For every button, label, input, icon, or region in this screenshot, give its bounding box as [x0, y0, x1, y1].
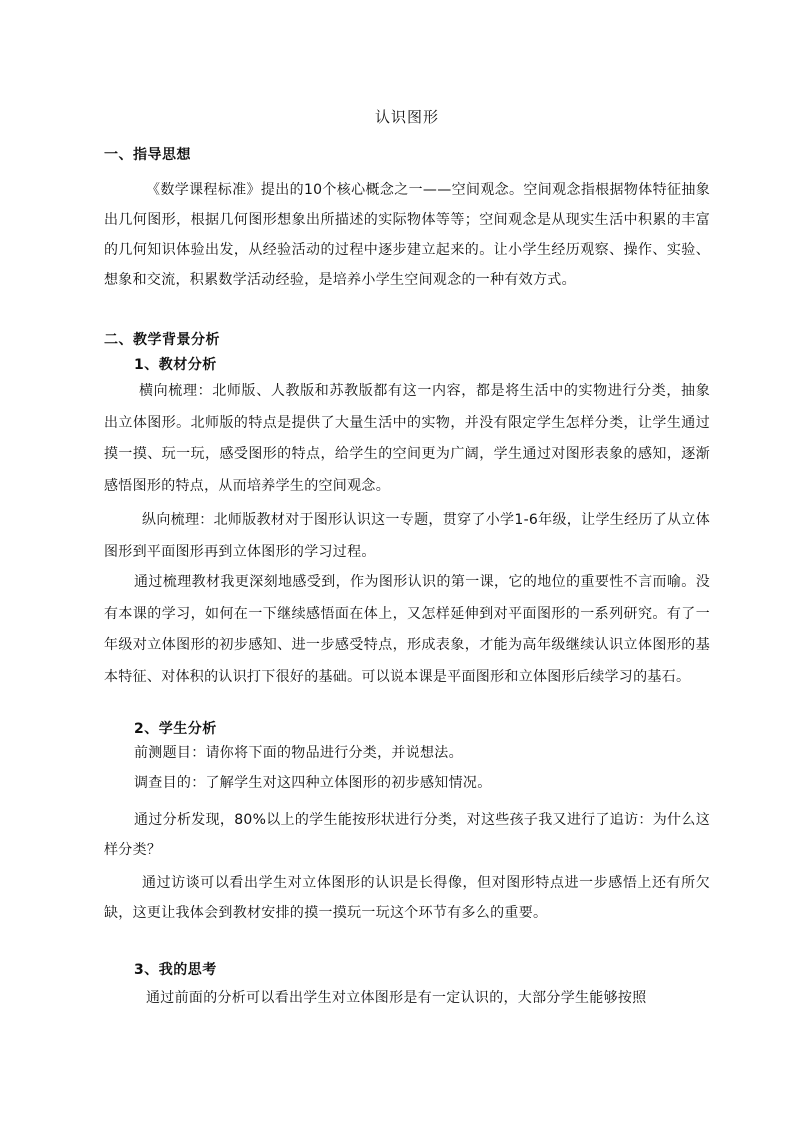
page-title: 认识图形: [374, 108, 439, 126]
guiding-thought-paragraph: 《数学课程标准》提出的10个核心概念之一——空间观念。空间观念指根据物体特征抽象出几何图形，根据几何图形想象出所描述的实际物体等等；空间观念是从现实生活中积累的丰富的几何知识体验出发，从经验活动的过程中逐步建立起来的。让小学生经历观察、操作、实验、想象和交流，积累数学活动经验，是培养小学生空间观念的一种有效方式。: [104, 182, 710, 288]
interview-paragraph: 通过访谈可以看出学生对立体图形的认识是长得像，但对图形特点进一步感悟上还有所欠缺，这更让我体会到教材安排的摸一摸玩一玩这个环节有多么的重要。: [104, 875, 710, 921]
subheading-textbook-analysis: 1、教材分析: [134, 357, 217, 373]
textbook-summary-paragraph: 通过梳理教材我更深刻地感受到，作为图形认识的第一课，它的地位的重要性不言而喻。没有本课的学习，如何在一下继续感悟面在体上，又怎样延伸到对平面图形的一系列研究。有了一年级对立体图形的初步感知、进一步感受特点，形成表象，才能为高年级继续认识立体图形的基本特征、对体积的认识打下很好的基础。可以说本课是平面图形和立体图形后续学习的基石。: [104, 574, 710, 685]
horizontal-review-paragraph: 横向梳理：北师版、人教版和苏教版都有这一内容，都是将生活中的实物进行分类，抽象出立体图形。北师版的特点是提供了大量生活中的实物，并没有限定学生怎样分类，让学生通过摸一摸、玩一玩，感受图形的特点，给学生的空间更为广阔，学生通过对图形表象的感知，逐渐感悟图形的特点，从而培养学生的空间观念。: [104, 383, 710, 494]
my-thoughts-paragraph: 通过前面的分析可以看出学生对立体图形是有一定认识的，大部分学生能够按照: [146, 990, 647, 1006]
pre-test-question: 前测题目：请你将下面的物品进行分类，并说想法。: [134, 745, 463, 761]
vertical-review-paragraph: 纵向梳理：北师版教材对于图形认识这一专题，贯穿了小学1-6年级，让学生经历了从立体图形到平面图形再到立体图形的学习过程。: [104, 512, 710, 560]
subheading-my-thoughts: 3、我的思考: [134, 962, 217, 978]
survey-purpose: 调查目的：了解学生对这四种立体图形的初步感知情况。: [134, 775, 492, 791]
subheading-student-analysis: 2、学生分析: [134, 721, 217, 737]
analysis-finding: 通过分析发现，80%以上的学生能按形状进行分类，对这些孩子我又进行了追访：为什么这样分类？: [104, 812, 710, 858]
section-heading-guiding-thought: 一、指导思想: [104, 147, 191, 163]
section-heading-background: 二、教学背景分析: [104, 332, 220, 348]
document-page: [104, 0, 710, 1123]
